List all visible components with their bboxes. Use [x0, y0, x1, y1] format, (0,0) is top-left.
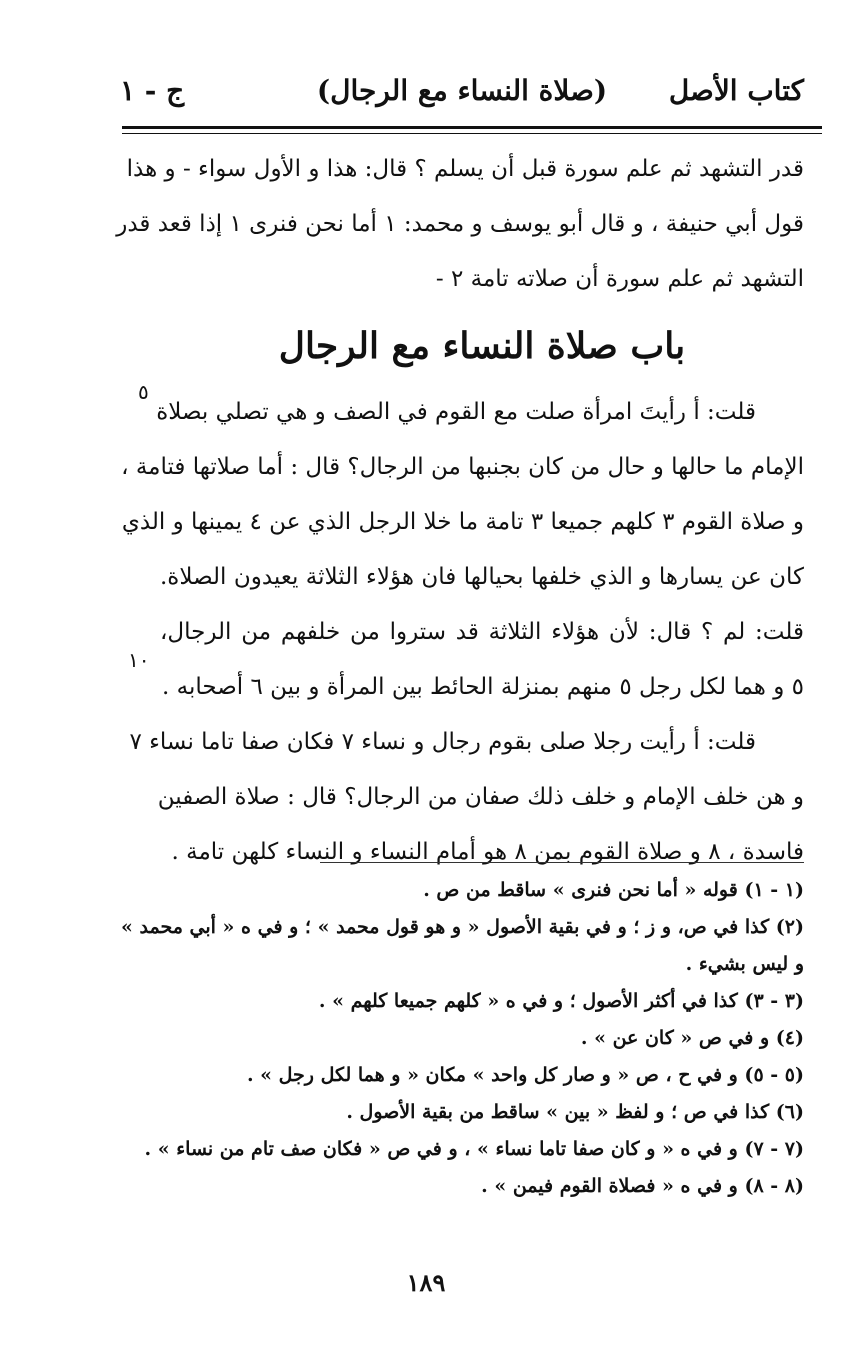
text-line: كان عن يسارها و الذي خلفها بحيالها فان هؤلاء الثلاثة يعيدون الصلاة. [160, 564, 804, 590]
text-line: قلت: لم ؟ قال: لأن هؤلاء الثلاثة قد ستروا من خلفهم من الرجال، [160, 619, 804, 645]
text-line: قدر التشهد ثم علم سورة قبل أن يسلم ؟ قال: هذا و الأول سواء - و هذا [126, 156, 804, 182]
text-line: قلت: أ رأيت رجلا صلى بقوم رجال و نساء ٧ فكان صفا تاما نساء ٧ [129, 729, 756, 755]
header-rule-thick [122, 126, 822, 129]
text-line: قلت: أ رأيتَ امرأة صلت مع القوم في الصف و هي تصلي بصلاة [156, 399, 756, 425]
running-chapter-title: (صلاة النساء مع الرجال) [316, 74, 608, 107]
volume-number: ج - ١ [120, 74, 185, 107]
text-line: التشهد ثم علم سورة أن صلاته تامة ٢ - [435, 266, 804, 292]
text-line: فاسدة ، ٨ و صلاة القوم بمن ٨ هو أمام النساء و النساء كلهن تامة . [171, 839, 804, 865]
footnote: (٦) كذا في ص ؛ و لفظ « بين » ساقط من بقية الأصول . [346, 1101, 804, 1123]
footnote: (٨ - ٨) و في ه « فصلاة القوم فيمن » . [481, 1175, 804, 1197]
text-line: ٥ و هما لكل رجل ٥ منهم بمنزلة الحائط بين المرأة و بين ٦ أصحابه . [162, 674, 804, 700]
page-number: ١٨٩ [406, 1268, 446, 1297]
line-number-5: ٥ [138, 380, 149, 404]
footnote: (١ - ١) قوله « أما نحن فنرى » ساقط من ص . [423, 879, 804, 901]
footnote: و ليس بشيء . [685, 953, 804, 975]
footnote-separator [320, 862, 804, 863]
footnote: (٥ - ٥) و في ح ، ص « و صار كل واحد » مكان « و هما لكل رجل » . [246, 1064, 804, 1086]
line-number-10: ١٠ [128, 648, 150, 672]
running-header [120, 74, 804, 118]
text-line: قول أبي حنيفة ، و قال أبو يوسف و محمد: ١ أما نحن فنرى ١ إذا قعد قدر [116, 211, 804, 237]
book-title: كتاب الأصل [668, 74, 804, 107]
footnote: (٤) و في ص « كان عن » . [580, 1027, 804, 1049]
footnote: (٣ - ٣) كذا في أكثر الأصول ؛ و في ه « كلهم جميعا كلهم » . [318, 990, 804, 1012]
text-line: و هن خلف الإمام و خلف ذلك صفان من الرجال؟ قال : صلاة الصفين [157, 784, 804, 810]
text-line: الإمام ما حالها و حال من كان بجنبها من الرجال؟ قال : أما صلاتها فتامة ، [121, 454, 804, 480]
text-line: و صلاة القوم ٣ كلهم جميعا ٣ تامة ما خلا الرجل الذي عن ٤ يمينها و الذي [121, 509, 804, 535]
section-heading: باب صلاة النساء مع الرجال [278, 325, 686, 367]
header-rule-thin [122, 133, 822, 134]
footnotes [121, 872, 804, 1205]
footnote: (٢) كذا في ص، و ز ؛ و في بقية الأصول « و هو قول محمد » ؛ و في ه « أبي محمد » [121, 916, 804, 938]
footnote: (٧ - ٧) و في ه « و كان صفا تاما نساء » ، و في ص « فكان صف تام من نساء » . [144, 1138, 804, 1160]
